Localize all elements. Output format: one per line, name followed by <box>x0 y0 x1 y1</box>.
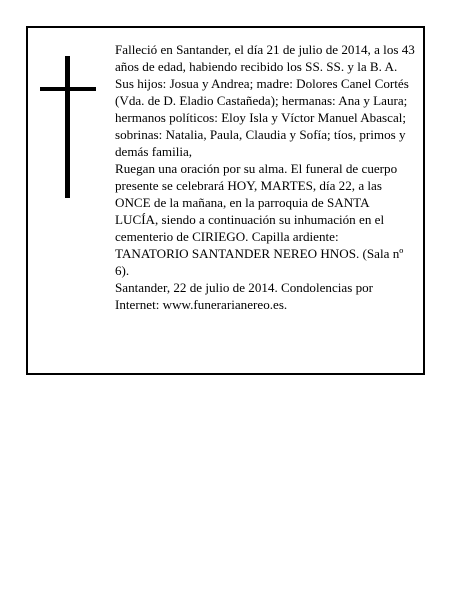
closing-condolences: Santander, 22 de julio de 2014. Condolencias por Internet: www.funerarianereo.es. <box>115 280 374 312</box>
obituary-text <box>115 41 415 313</box>
cross-icon <box>40 56 96 198</box>
funeral-details: Ruegan una oración por su alma. El funeral de cuerpo presente se celebrará HOY, MARTES, día 22, a las ONCE de la mañana, en la parroquia de SANTA LUCÍA, siendo a continuación su inhumación en el cementerio de CIRIEGO. Capilla ardiente: TANATORIO SANTANDER NEREO HNOS. (Sala nº 6). <box>115 161 404 278</box>
cross-vertical-bar <box>65 56 70 198</box>
family-mourners: Sus hijos: Josua y Andrea; madre: Dolores Canel Cortés (Vda. de D. Eladio Castañeda); hermanas: Ana y Laura; hermanos políticos: Eloy Isla y Víctor Manuel Abascal; sobrinas: Natalia, Paula, Claudia y Sofía; tíos, primos y demás familia, <box>115 76 409 159</box>
death-announcement: Falleció en Santander, el día 21 de julio de 2014, a los 43 años de edad, habiendo recibido los SS. SS. y la B. A. <box>115 42 415 74</box>
obituary-notice <box>26 26 425 375</box>
cross-horizontal-bar <box>40 87 96 91</box>
